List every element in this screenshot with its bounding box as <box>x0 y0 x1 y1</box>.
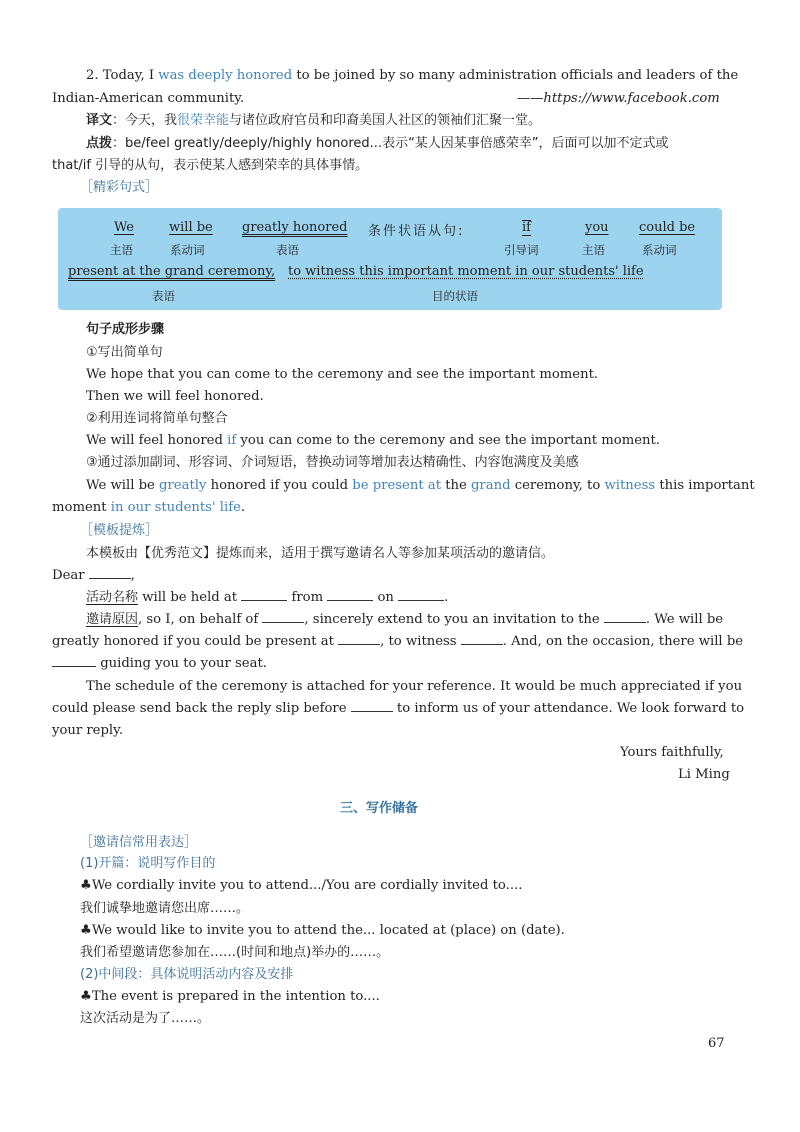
steps-title: 句子成形步骤 <box>86 322 165 337</box>
text: , so I, on behalf of <box>138 612 263 627</box>
text: 2. Today, I <box>86 68 159 83</box>
blank-field <box>52 666 96 667</box>
page-number: 67 <box>708 1036 725 1051</box>
highlight-phrase: in our students' life <box>110 500 241 515</box>
label-link-verb: 系动词 <box>170 243 205 257</box>
text: the <box>441 478 471 493</box>
label-subject: 主语 <box>110 243 133 257</box>
blank-field <box>461 644 503 645</box>
blank-field <box>604 622 646 623</box>
word-you: you <box>585 220 609 235</box>
template-p2-line1: The schedule of the ceremony is attached for your reference. It would be much appreciated if you <box>86 679 743 694</box>
text: to be joined by so many administration officials and leaders of the <box>292 68 739 83</box>
label-link-verb-2: 系动词 <box>642 243 677 257</box>
highlight-word: be present at <box>352 478 441 493</box>
highlight-word: grand <box>470 478 511 493</box>
label-predicative: 表语 <box>276 243 299 257</box>
source-citation: ——https://www.facebook.com <box>517 91 720 106</box>
step-2-sentence <box>86 434 660 447</box>
expression-3-translation: 这次活动是为了……。 <box>80 1011 211 1026</box>
text: could please send back the reply slip before <box>52 701 351 716</box>
template-line-present <box>52 635 743 648</box>
step-2: ②利用连词将简单句整合 <box>86 411 228 426</box>
step-3: ③通过添加副词、形容词、介词短语，替换动词等增加表达精确性、内容饱满度及美感 <box>86 455 579 470</box>
expression-1-translation: 我们诚挚地邀请您出席……。 <box>80 901 250 916</box>
text: , sincerely extend to you an invitation to the <box>304 612 604 627</box>
step-3-sentence-line2 <box>52 501 245 514</box>
template-line-guiding <box>52 657 267 670</box>
word-greatly-honored: greatly honored <box>242 220 348 235</box>
step-1-sentence-a: We hope that you can come to the ceremony and see the important moment. <box>86 367 599 382</box>
word-could-be: could be <box>639 220 696 235</box>
signature-name: Li Ming <box>678 767 730 782</box>
blank-field <box>398 600 444 601</box>
step-1-sentence-b: Then we will feel honored. <box>86 389 264 404</box>
text: you can come to the ceremony and see the important moment. <box>236 433 660 448</box>
highlight-word: witness <box>604 478 656 493</box>
blank-field <box>241 600 287 601</box>
translation <box>86 114 541 127</box>
text: this important <box>655 478 755 493</box>
expression-3: ♣The event is prepared in the intention to.... <box>80 989 380 1004</box>
label-predicative-2: 表语 <box>152 289 175 303</box>
text: from <box>287 590 328 605</box>
text: to inform us of your attendance. We look forward to <box>392 701 745 716</box>
translation-label: 译文 <box>86 113 113 128</box>
label-purpose-adverbial: 目的状语 <box>432 289 478 303</box>
example-sentence-line2: Indian-American community. <box>52 91 245 106</box>
text: 与诸位政府官员和印裔美国人社区的领袖们汇聚一堂。 <box>229 113 542 128</box>
section-label-template: ［模板提炼］ <box>80 523 159 538</box>
text: . <box>444 590 449 605</box>
tip-label: 点拨 <box>86 136 113 151</box>
blank-field <box>262 622 304 623</box>
text: . And, on the occasion, there will be <box>502 634 744 649</box>
text: , <box>130 568 135 583</box>
text: ：今天，我 <box>112 113 178 128</box>
word-will-be: will be <box>169 220 213 235</box>
phrase-to-witness: to witness this important moment in our students' life <box>288 264 644 279</box>
label-conjunction: 引导词 <box>504 243 539 257</box>
text: greatly honored if you could be present at <box>52 634 339 649</box>
tip-line1 <box>86 137 669 150</box>
text: on <box>373 590 399 605</box>
template-p2-line2 <box>52 702 744 715</box>
text: ：be/feel greatly/deeply/highly honored...表示“某人因某事倍感荣幸”，后面可以加不定式或 <box>112 136 669 151</box>
text: . We will be <box>645 612 724 627</box>
expression-2-translation: 我们希望邀请您参加在……(时间和地点)举办的……。 <box>80 945 390 960</box>
text: , to witness <box>380 634 461 649</box>
text: We will feel honored <box>86 433 228 448</box>
highlight-phrase: 很荣幸能 <box>177 113 230 128</box>
expression-2: ♣We would like to invite you to attend the... located at (place) on (date). <box>80 923 565 938</box>
highlight-word: greatly <box>159 478 207 493</box>
step-3-sentence-line1 <box>86 479 755 492</box>
template-intro: 本模板由【优秀范文】提炼而来，适用于撰写邀请名人等参加某项活动的邀请信。 <box>86 546 555 561</box>
highlight-word: if <box>227 433 237 448</box>
text: guiding you to your seat. <box>96 656 267 671</box>
expression-1: ♣We cordially invite you to attend.../You are cordially invited to.... <box>80 878 523 893</box>
section-label-sentence-pattern: ［精彩句式］ <box>80 180 159 195</box>
sentence-analysis-box <box>58 208 722 310</box>
template-p2-line3: your reply. <box>52 723 124 738</box>
section-label-expressions: ［邀请信常用表达］ <box>80 835 198 850</box>
tip-line2: that/if 引导的从句，表示使某人感到荣幸的具体事情。 <box>52 158 369 173</box>
placeholder-event-name: 活动名称 <box>86 590 139 605</box>
text: Dear <box>52 568 85 583</box>
phrase-present-at: present at the grand ceremony, <box>68 264 276 279</box>
step-1: ①写出简单句 <box>86 345 163 360</box>
text: will be held at <box>138 590 242 605</box>
placeholder-reason: 邀请原因 <box>86 612 139 627</box>
word-if: if <box>522 220 531 235</box>
template-dear-line <box>52 569 135 582</box>
text: ceremony, to <box>510 478 605 493</box>
blank-field <box>338 644 380 645</box>
text: moment <box>52 500 111 515</box>
text: . <box>240 500 246 515</box>
template-line-reason <box>86 613 723 626</box>
example-sentence-line1 <box>86 69 738 82</box>
blank-field <box>351 711 393 712</box>
blank-field <box>327 600 373 601</box>
text: We will be <box>86 478 160 493</box>
word-we: We <box>114 220 134 235</box>
label-subject-2: 主语 <box>582 243 605 257</box>
highlight-phrase: was deeply honored <box>158 68 293 83</box>
blank-field <box>89 578 131 579</box>
part-opening: (1)开篇：说明写作目的 <box>80 856 216 871</box>
text: honored if you could <box>206 478 353 493</box>
clause-label: 条件状语从句: <box>368 224 465 239</box>
signoff: Yours faithfully, <box>620 745 724 760</box>
section-heading-writing-reserve: 三、写作储备 <box>340 801 419 816</box>
part-middle: (2)中间段：具体说明活动内容及安排 <box>80 967 294 982</box>
template-line-event <box>86 591 448 604</box>
